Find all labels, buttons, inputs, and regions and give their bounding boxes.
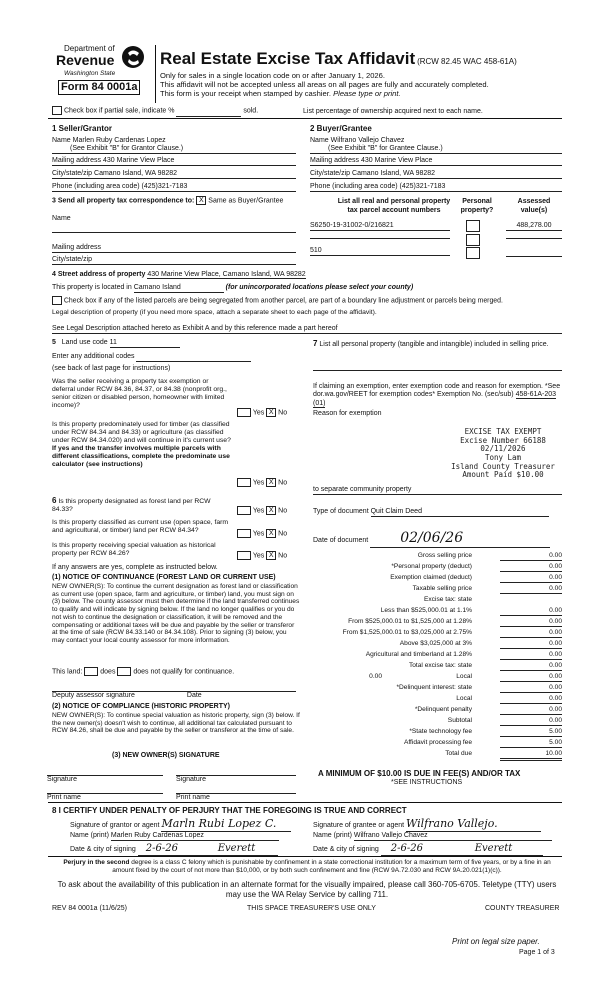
- personal-header: Personal property?: [460, 198, 494, 215]
- parcel-3[interactable]: 510: [310, 247, 450, 256]
- s6-q1-answer[interactable]: Yes X No: [237, 506, 287, 516]
- form-number: Form 84 0001a: [58, 80, 140, 95]
- buyer-mail-field[interactable]: Mailing address 430 Marine View Place: [310, 157, 562, 166]
- header-line1: Only for sales in a single location code on or after January 1, 2026.: [160, 71, 385, 80]
- reason-field[interactable]: to separate community property: [313, 486, 562, 495]
- personal-checkbox-2[interactable]: [466, 234, 480, 246]
- exemption-row[interactable]: Exemption claimed (deduct) 0.00: [390, 574, 562, 581]
- seller-heading: 1 Seller/Grantor: [52, 124, 113, 133]
- assessed-header: Assessed value(s): [517, 198, 551, 215]
- buyer-exhibit: (See Exhibit "B" for Grantee Clause.): [310, 145, 562, 154]
- assessed-2[interactable]: [506, 238, 562, 239]
- s6-q2-answer[interactable]: Yes X No: [237, 529, 287, 539]
- seller-exhibit: (See Exhibit "B" for Grantor Clause.): [52, 145, 296, 154]
- new-owner-sig-1[interactable]: Signature: [47, 775, 163, 784]
- street-address[interactable]: 4 Street address of property 430 Marine View Place, Camano Island, WA 98282: [52, 271, 306, 278]
- see-instructions: *SEE INSTRUCTIONS: [391, 779, 463, 786]
- form-title: Real Estate Excise Tax Affidavit (RCW 82.45 WAC 458-61A): [160, 49, 517, 68]
- dept-line1: Department of: [64, 44, 115, 53]
- parcels-header: List all real and personal property tax parcel account numbers: [337, 198, 451, 215]
- legal-size-note: Print on legal size paper.: [452, 937, 540, 946]
- perjury-notice: Perjury in the second degree is a class C felony which is punishable by confinement in a state correctional institution for a maximum term of five years, or by a fine in an amount fixed by the court of not more than $10,000, or by both such confinement and fine (RCW 9A.72.030 and RCW 9A.20.021(1)(c)).: [63, 859, 551, 874]
- s6-q3: Is this property receiving special valuation as historical property per RCW 84.26?: [52, 542, 216, 558]
- correspondence-heading: 3 Send all property tax correspondence to: X Same as Buyer/Grantee: [52, 197, 284, 205]
- partial-sale-label: Check box if partial sale, indicate %: [63, 107, 175, 115]
- buyer-heading: 2 Buyer/Grantee: [310, 124, 372, 133]
- buyer-name-field[interactable]: Name Wilfrano Vallejo Chavez: [310, 137, 405, 144]
- delinq-penalty-row[interactable]: *Delinquent penalty 0.00: [414, 706, 562, 713]
- notice1-heading: (1) NOTICE OF CONTINUANCE (FOREST LAND OR CURRENT USE): [52, 574, 276, 581]
- state-label-row: Excise tax: state: [423, 596, 472, 603]
- personal-row[interactable]: *Personal property (deduct) 0.00: [391, 563, 562, 570]
- notice1-body: NEW OWNER(S): To continue the current designation as forest land or classification as current use (open space, farm and agriculture, or timber) land, you must sign on (3) below. The county assessor must then determine if the land transferred continues to qualify and will indicate by signing below. If the land no longer qualifies or you do not wish to continue the designation or classification, it will be removed and the compensating or additional taxes will be due and payable by the seller or transferor at the time of sale (RCW 84.33.140 or 84.34.108). Prior to signing (3) below, you may contact your local county assessor for more information.: [52, 583, 300, 644]
- segregated-row: Check box if any of the listed parcels are being segregated from another parcel, are part of a boundary line adjustment or parcels being merged.: [52, 296, 503, 305]
- revenue-logo-icon: [120, 44, 146, 70]
- see-back: (see back of last page for instructions): [52, 365, 171, 372]
- seller-mail-field[interactable]: Mailing address 430 Marine View Place: [52, 157, 296, 166]
- seller-name-field[interactable]: Name Marlen Ruby Cardenas Lopez: [52, 137, 166, 144]
- delinq-local-row[interactable]: Local 0.00: [456, 695, 562, 702]
- s5-q1-answer[interactable]: Yes X No: [237, 408, 287, 418]
- corr-name-label: Name: [52, 215, 71, 222]
- local-row[interactable]: 0.00 Local 0.00: [369, 673, 562, 680]
- page-number: Page 1 of 3: [519, 949, 555, 956]
- rev-number: REV 84 0001a (11/6/25): [52, 905, 127, 912]
- s5-q2: Is this property predominately used for timber (as classified under RCW 84.34 and 84.33) or agriculture (as classified under RCW 84.34.020) and will continue in it's current use? If yes and the transfer involves multiple parcels with different classifications, complete the predominate use calculator (see instructions): [52, 421, 231, 469]
- additional-codes[interactable]: Enter any additional codes: [52, 353, 251, 362]
- certify-heading: 8 I CERTIFY UNDER PENALTY OF PERJURY THAT THE FOREGOING IS TRUE AND CORRECT: [52, 806, 407, 815]
- minimum-due: A MINIMUM OF $10.00 IS DUE IN FEE(S) AND/OR TAX: [318, 769, 521, 778]
- new-owner-sig-2[interactable]: Signature: [176, 775, 296, 784]
- partial-pct-field[interactable]: [176, 107, 241, 116]
- tier2-row[interactable]: From $525,000.01 to $1,525,000 at 1.28% 0.00: [348, 618, 562, 625]
- s7-text: 7 List all personal property (tangible and intangible) included in selling price.: [313, 339, 549, 348]
- county-treasurer: COUNTY TREASURER: [485, 905, 560, 912]
- dept-line2: Revenue: [56, 52, 115, 68]
- corr-city-field[interactable]: City/state/zip: [52, 256, 296, 265]
- doc-date-row[interactable]: Date of document 02/06/26: [313, 530, 550, 548]
- s6-q1: 6 Is this property designated as forest land per RCW 84.33?: [52, 496, 211, 514]
- parcel-1[interactable]: S6250-19-31002-0/216821: [310, 222, 450, 231]
- personal-property-field[interactable]: [313, 370, 562, 371]
- assessed-3[interactable]: [506, 256, 562, 257]
- reason-label: Reason for exemption: [313, 410, 382, 417]
- new-owner-print-1[interactable]: Print name: [47, 793, 163, 802]
- new-owner-print-2[interactable]: Print name: [176, 793, 296, 802]
- s5-q1: Was the seller receiving a property tax exemption or deferral under RCW 84.36, 84.37, or 84.38 (nonprofit org., senior citizen or disabled person, homeowner with limited income)?: [52, 378, 227, 410]
- exemption-text: If claiming an exemption, enter exemption code and reason for exemption. *See dor.wa.gov/REET for exemption codes* Exemption No. (sec/sub) 458-61A-203 (01): [313, 383, 561, 407]
- grantor-date-city[interactable]: Date & city of signing 2-6-26 Everett: [70, 843, 278, 856]
- s6-any-yes: If any answers are yes, complete as instructed below.: [52, 564, 218, 571]
- ag-row[interactable]: Agricultural and timberland at 1.28% 0.00: [365, 651, 562, 658]
- corr-mail-field[interactable]: Mailing address: [52, 244, 296, 253]
- s6-q3-answer[interactable]: Yes X No: [237, 551, 287, 561]
- total-due-row[interactable]: Total due 10.00: [300, 750, 562, 760]
- buyer-city-field[interactable]: City/state/zip Camano Island, WA 98282: [310, 170, 562, 179]
- notice2-body: NEW OWNER(S): To continue special valuation as historic property, sign (3) below. If the new owner(s) doesn't wish to continue, all additional tax calculated pursuant to RCW 84.26, shall be due and payable by the seller or transferor at the time of sale.: [52, 712, 300, 735]
- corr-name-field[interactable]: [52, 232, 296, 233]
- partial-sale-checkbox[interactable]: [52, 106, 62, 115]
- header-line3: This form is your receipt when stamped by cashier. Please type or print.: [160, 89, 401, 99]
- treasurer-use-only: THIS SPACE TREASURER'S USE ONLY: [247, 905, 376, 912]
- affidavit-fee-row[interactable]: Affidavit processing fee 5.00: [403, 739, 562, 746]
- buyer-phone-field[interactable]: Phone (including area code) (425)321-7183: [310, 183, 562, 192]
- tier4-row[interactable]: Above $3,025,000 at 3% 0.00: [399, 640, 562, 647]
- personal-checkbox-1[interactable]: [466, 220, 480, 232]
- tech-fee-row[interactable]: *State technology fee 5.00: [409, 728, 562, 735]
- deputy-sig-row[interactable]: Deputy assessor signature Date: [52, 691, 296, 700]
- assessed-1[interactable]: 488,278.00: [506, 222, 562, 231]
- gross-row[interactable]: Gross selling price 0.00: [417, 552, 562, 559]
- located-in[interactable]: This property is located in Camano Island (for unincorporated locations please select your county): [52, 284, 413, 293]
- seller-phone-field[interactable]: Phone (including area code) (425)321-7183: [52, 183, 296, 192]
- notice3-heading: (3) NEW OWNER(S) SIGNATURE: [112, 752, 220, 759]
- segregated-checkbox[interactable]: [52, 296, 62, 305]
- doc-type-row[interactable]: Type of document Quit Claim Deed: [313, 508, 549, 517]
- personal-checkbox-3[interactable]: [466, 247, 480, 259]
- same-as-buyer-checkbox[interactable]: X: [196, 196, 206, 205]
- taxable-row[interactable]: Taxable selling price 0.00: [412, 585, 562, 592]
- legal-desc[interactable]: See Legal Description attached hereto as Exhibit A and by this reference made a part hereof: [52, 325, 562, 334]
- treasurer-stamp: EXCISE TAX EXEMPT Excise Number 66188 02/11/2026 Tony Lam Island County Treasurer Amount Paid $10.00: [451, 427, 555, 480]
- s6-q2: Is this property classified as current use (open space, farm and agricultural, or timber) land per RCW 84.34?: [52, 519, 229, 535]
- grantor-signature[interactable]: Signature of grantor or agent Marln Rubi Lopez C.: [70, 818, 291, 832]
- grantee-date-city[interactable]: Date & city of signing 2-6-26 Everett: [313, 843, 543, 856]
- dept-line3: Washington State: [64, 70, 116, 77]
- dor-logo: [50, 44, 150, 100]
- seller-city-field[interactable]: City/state/zip Camano Island, WA 98282: [52, 170, 296, 179]
- land-use-row[interactable]: 5 Land use code 11: [52, 339, 180, 348]
- alt-format-notice: To ask about the availability of this publication in an alternate format for the visually impaired, please call 360-705-6705. Teletype (TTY) users may use the WA Relay Service by calling 711.: [57, 880, 557, 900]
- total-state-row[interactable]: Total excise tax: state 0.00: [408, 662, 562, 669]
- grantee-print-name[interactable]: Name (print) Wilfrano Vallejo Chavez: [313, 832, 552, 841]
- list-pct-label: List percentage of ownership acquired next to each name.: [303, 108, 483, 115]
- header-line2: This affidavit will not be accepted unless all areas on all pages are fully and accurately completed.: [160, 80, 489, 90]
- parcel-2-blank[interactable]: [310, 238, 450, 239]
- this-land-row[interactable]: This land: does does not qualify for continuance.: [52, 668, 235, 676]
- s5-q2-answer[interactable]: Yes X No: [237, 478, 287, 488]
- tier1-row[interactable]: Less than $525,000.01 at 1.1% 0.00: [380, 607, 562, 614]
- subtotal-row[interactable]: Subtotal 0.00: [447, 717, 562, 724]
- grantee-signature[interactable]: Signature of grantee or agent Wilfrano Vallejo.: [313, 818, 541, 832]
- grantor-print-name[interactable]: Name (print) Marlen Ruby Cardenas Lopez: [70, 832, 279, 841]
- tier3-row[interactable]: From $1,525,000.01 to $3,025,000 at 2.75% 0.00: [342, 629, 562, 636]
- legal-desc-label: Legal description of property (if you need more space, attach a separate sheet to each page of the affidavit).: [52, 309, 377, 316]
- delinq-state-row[interactable]: *Delinquent interest: state 0.00: [396, 684, 562, 691]
- notice2-heading: (2) NOTICE OF COMPLIANCE (HISTORIC PROPERTY): [52, 703, 230, 710]
